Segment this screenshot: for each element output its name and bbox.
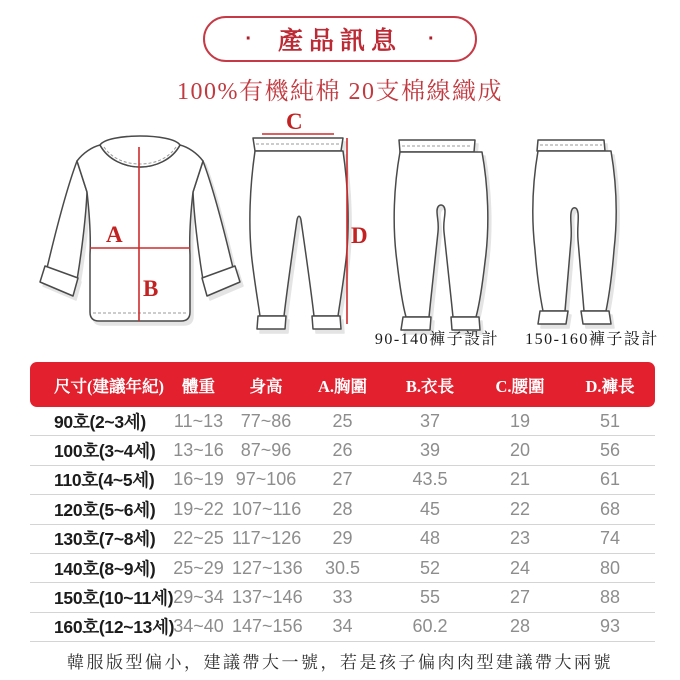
cell-length: 43.5 bbox=[412, 469, 448, 490]
cell-height: 87~96 bbox=[240, 440, 292, 461]
pants-large-diagram bbox=[533, 140, 616, 324]
cell-height: 127~136 bbox=[232, 557, 303, 578]
cell-length: 39 bbox=[419, 440, 441, 461]
cell-waist: 24 bbox=[509, 557, 531, 578]
table-row bbox=[30, 495, 655, 524]
pants-large-caption: 150-160褲子設計 bbox=[525, 331, 659, 348]
measure-label-c: C bbox=[286, 110, 303, 134]
cell-weight: 34~40 bbox=[173, 616, 224, 637]
cell-height: 117~126 bbox=[232, 528, 302, 549]
sizing-advice-note: 韓服版型偏小，建議帶大一號，若是孩子偏肉肉型建議帶大兩號 bbox=[67, 653, 613, 672]
decorative-dot-left: · bbox=[245, 28, 252, 50]
decorative-dot-right: · bbox=[428, 28, 435, 50]
column-header-waist: C.腰圍 bbox=[495, 376, 545, 396]
cell-height: 107~116 bbox=[232, 498, 302, 519]
cell-chest: 27 bbox=[332, 469, 353, 490]
cell-weight: 25~29 bbox=[173, 557, 224, 578]
cell-chest: 29 bbox=[332, 528, 353, 549]
cell-size: 100호(3~4세) bbox=[54, 441, 156, 462]
cell-chest: 28 bbox=[332, 498, 353, 519]
cell-waist: 23 bbox=[509, 528, 531, 549]
pants-small-caption: 90-140褲子設計 bbox=[374, 331, 500, 348]
cell-size: 150호(10~11세) bbox=[54, 588, 174, 609]
table-row bbox=[30, 525, 655, 554]
cell-weight: 16~19 bbox=[173, 469, 224, 490]
column-header-pants: D.褲長 bbox=[585, 376, 635, 396]
measure-label-a: A bbox=[106, 222, 123, 247]
cell-pants: 88 bbox=[599, 587, 621, 608]
measure-label-b: B bbox=[143, 276, 159, 301]
cell-size: 160호(12~13세) bbox=[54, 617, 175, 638]
cell-length: 60.2 bbox=[412, 616, 448, 637]
pants-small-diagram bbox=[394, 140, 488, 330]
cell-waist: 19 bbox=[509, 410, 531, 431]
cell-pants: 56 bbox=[599, 440, 621, 461]
cell-weight: 13~16 bbox=[173, 440, 224, 461]
cell-pants: 80 bbox=[599, 557, 621, 578]
cell-chest: 26 bbox=[332, 440, 353, 461]
cell-pants: 74 bbox=[599, 528, 621, 549]
cell-chest: 25 bbox=[332, 410, 353, 431]
table-row bbox=[30, 613, 655, 642]
cell-size: 140호(8~9세) bbox=[54, 558, 156, 579]
table-header-row bbox=[30, 362, 655, 407]
cell-height: 97~106 bbox=[235, 469, 297, 490]
page-title-pill bbox=[203, 16, 477, 62]
column-header-size: 尺寸(建議年紀) bbox=[54, 376, 164, 396]
column-header-weight: 體重 bbox=[182, 376, 215, 396]
cell-weight: 22~25 bbox=[173, 528, 224, 549]
measure-label-d: D bbox=[351, 223, 368, 248]
cell-size: 120호(5~6세) bbox=[54, 499, 156, 520]
page-title: 產品訊息 bbox=[277, 28, 402, 55]
cell-waist: 20 bbox=[509, 440, 531, 461]
cell-chest: 30.5 bbox=[324, 557, 361, 578]
cell-pants: 61 bbox=[599, 469, 621, 490]
pants-measure-diagram bbox=[250, 138, 348, 329]
cell-weight: 19~22 bbox=[173, 498, 224, 519]
cell-pants: 93 bbox=[599, 616, 621, 637]
cell-length: 48 bbox=[419, 528, 441, 549]
material-subtitle: 100%有機純棉 20支棉線織成 bbox=[177, 79, 503, 105]
cell-waist: 28 bbox=[509, 616, 531, 637]
cell-size: 110호(4~5세) bbox=[54, 470, 155, 491]
cell-waist: 22 bbox=[509, 498, 531, 519]
table-row bbox=[30, 583, 655, 612]
table-row bbox=[30, 436, 655, 465]
cell-size: 130호(7~8세) bbox=[54, 529, 156, 550]
cell-chest: 34 bbox=[332, 616, 353, 637]
cell-length: 37 bbox=[419, 410, 441, 431]
table-row bbox=[30, 554, 655, 583]
cell-height: 77~86 bbox=[240, 410, 292, 431]
cell-size: 90호(2~3세) bbox=[54, 411, 146, 432]
cell-weight: 29~34 bbox=[173, 587, 224, 608]
column-header-chest: A.胸圍 bbox=[317, 376, 368, 396]
cell-length: 52 bbox=[419, 557, 441, 578]
column-header-length: B.衣長 bbox=[405, 376, 455, 396]
cell-waist: 21 bbox=[509, 469, 531, 490]
shirt-diagram bbox=[40, 136, 240, 321]
cell-weight: 11~13 bbox=[173, 410, 224, 431]
cell-pants: 51 bbox=[599, 410, 621, 431]
cell-height: 147~156 bbox=[232, 616, 303, 637]
garment-diagrams bbox=[0, 110, 680, 360]
column-header-height: 身高 bbox=[249, 376, 283, 396]
cell-length: 55 bbox=[419, 587, 441, 608]
cell-height: 137~146 bbox=[232, 587, 303, 608]
table-row bbox=[30, 466, 655, 495]
table-row bbox=[30, 407, 655, 436]
size-chart-table bbox=[30, 362, 655, 642]
cell-waist: 27 bbox=[509, 587, 531, 608]
cell-pants: 68 bbox=[599, 498, 621, 519]
cell-length: 45 bbox=[419, 498, 441, 519]
cell-chest: 33 bbox=[332, 587, 353, 608]
